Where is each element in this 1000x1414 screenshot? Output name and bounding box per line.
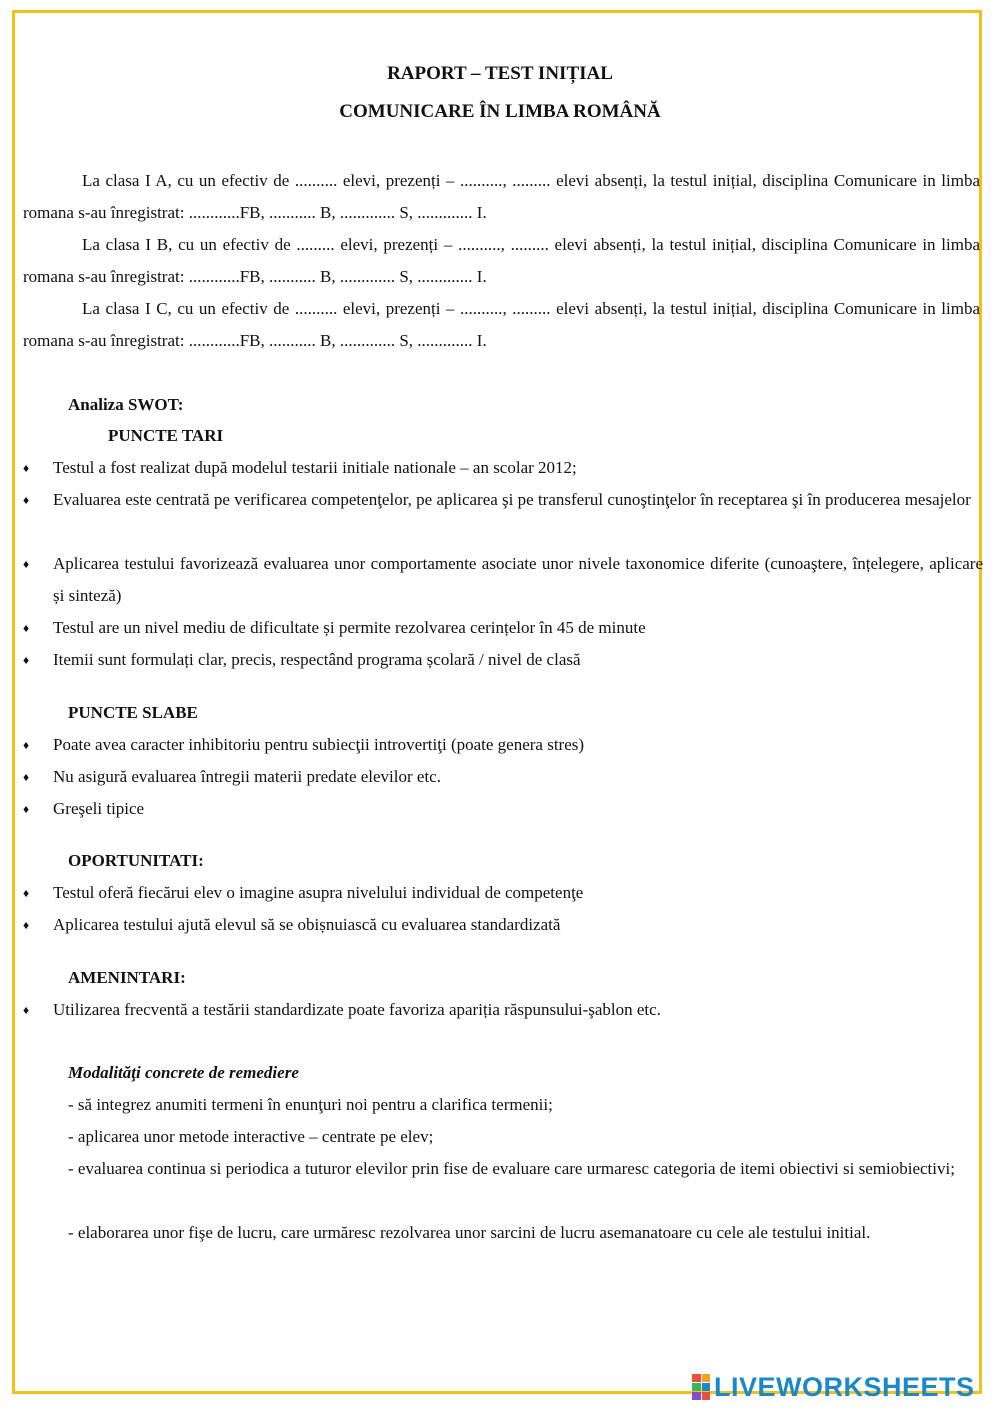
weaknesses-heading: PUNCTE SLABE xyxy=(68,703,198,722)
diamond-bullet-icon: ♦ xyxy=(23,802,30,816)
strength-item: Testul a fost realizat după modelul testarii initiale nationale – an scolar 2012; xyxy=(53,458,577,477)
list-item xyxy=(23,761,983,793)
remediation-item: - să integrez anumiti termeni în enunţuri noi pentru a clarifica termenii; xyxy=(68,1095,553,1114)
diamond-bullet-icon: ♦ xyxy=(23,557,30,571)
logo-text: LIVEWORKSHEETS xyxy=(714,1371,975,1402)
opportunity-item: Aplicarea testului ajută elevul să se obișnuiască cu evaluarea standardizată xyxy=(53,915,561,934)
weakness-item: Greşeli tipice xyxy=(53,799,145,818)
diamond-bullet-icon: ♦ xyxy=(23,461,30,475)
list-item xyxy=(23,877,983,909)
liveworksheets-logo xyxy=(692,1373,975,1401)
threats-heading: AMENINTARI: xyxy=(68,968,186,987)
list-item xyxy=(23,452,983,484)
strength-item: Itemii sunt formulați clar, precis, respectând programa școlară / nivel de clasă xyxy=(53,650,581,669)
weakness-item: Nu asigură evaluarea întregii materii predate elevilor etc. xyxy=(53,767,441,786)
list-item xyxy=(23,484,983,516)
strength-item: Evaluarea este centrată pe verificarea competenţelor, pe aplicarea şi pe transferul cunoştinţelor în receptarea şi în producerea mesajelor xyxy=(53,490,971,509)
diamond-bullet-icon: ♦ xyxy=(23,653,30,667)
remediation-item: - aplicarea unor metode interactive – centrate pe elev; xyxy=(68,1127,434,1146)
list-item xyxy=(23,909,983,941)
liveworksheets-mark-icon xyxy=(692,1374,710,1400)
diamond-bullet-icon: ♦ xyxy=(23,770,30,784)
list-item xyxy=(23,729,983,761)
diamond-bullet-icon: ♦ xyxy=(23,621,30,635)
list-item xyxy=(23,612,983,644)
class-report-1b: La clasa I B, cu un efectiv de ......... elevi, prezenți – .........., ......... elevi absenți, la testul inițial, disciplina Comunicare in limba romana s-au înregistrat: ............FB, ........... B, ............. S, ............. I. xyxy=(23,235,980,286)
threat-item: Utilizarea frecventă a testării standardizate poate favoriza apariția răspunsului-şablon etc. xyxy=(53,1000,661,1019)
list-item xyxy=(23,994,983,1026)
list-item xyxy=(23,644,983,676)
opportunity-item: Testul oferă fiecărui elev o imagine asupra nivelului individual de competenţe xyxy=(53,883,584,902)
diamond-bullet-icon: ♦ xyxy=(23,738,30,752)
class-report-1a: La clasa I A, cu un efectiv de .......... elevi, prezenți – .........., ......... elevi absenți, la testul inițial, disciplina Comunicare in limba romana s-au înregistrat: ............FB, ........... B, ............. S, ............. I. xyxy=(23,171,980,222)
strength-item: Aplicarea testului favorizează evaluarea unor comportamente asociate unor nivele taxonomice diferite (cunoaştere, înțelegere, aplicare și sinteză) xyxy=(53,554,983,605)
diamond-bullet-icon: ♦ xyxy=(23,493,30,507)
weakness-item: Poate avea caracter inhibitoriu pentru subiecţii introvertiţi (poate genera stres) xyxy=(53,735,585,754)
swot-heading: Analiza SWOT: xyxy=(68,395,184,414)
diamond-bullet-icon: ♦ xyxy=(23,1003,30,1017)
remediation-item: - evaluarea continua si periodica a tuturor elevilor prin fise de evaluare care urmaresc categoria de itemi obiectivi si semiobiectivi; xyxy=(68,1159,955,1178)
strength-item: Testul are un nivel mediu de dificultate și permite rezolvarea cerințelor în 45 de minute xyxy=(53,618,646,637)
opportunities-heading: OPORTUNITATI: xyxy=(68,851,204,870)
list-item xyxy=(23,793,983,825)
document-title: RAPORT – TEST INIȚIAL xyxy=(387,63,613,84)
diamond-bullet-icon: ♦ xyxy=(23,918,30,932)
list-item xyxy=(23,548,983,612)
strengths-heading: PUNCTE TARI xyxy=(108,426,224,445)
class-report-1c: La clasa I C, cu un efectiv de .......... elevi, prezenți – .........., ......... elevi absenți, la testul inițial, disciplina Comunicare in limba romana s-au înregistrat: ............FB, ........... B, ............. S, ............. I. xyxy=(23,299,980,350)
diamond-bullet-icon: ♦ xyxy=(23,886,30,900)
document-subtitle: COMUNICARE ÎN LIMBA ROMÂNĂ xyxy=(339,101,661,122)
remediation-heading: Modalităţi concrete de remediere xyxy=(68,1063,299,1082)
remediation-item: - elaborarea unor fişe de lucru, care urmăresc rezolvarea unor sarcini de lucru asemanatoare cu cele ale testului initial. xyxy=(68,1223,871,1242)
